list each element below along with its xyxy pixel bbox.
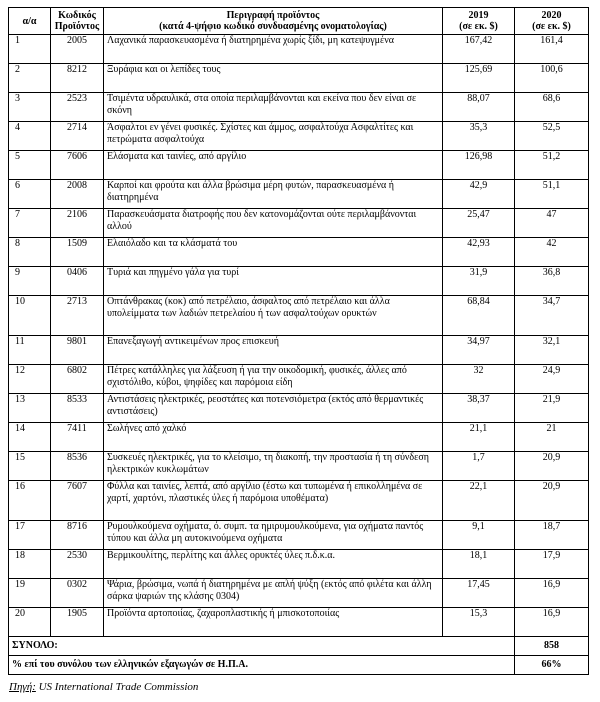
value-2020: 42 [515, 238, 589, 267]
row-number: 11 [9, 336, 51, 365]
row-number: 20 [9, 608, 51, 637]
product-code: 8533 [51, 394, 104, 423]
row-number: 2 [9, 64, 51, 93]
table-row [9, 122, 589, 151]
value-2020: 20,9 [515, 452, 589, 481]
value-2020: 161,4 [515, 35, 589, 64]
row-number: 19 [9, 579, 51, 608]
table-row [9, 452, 589, 481]
header-description: Περιγραφή προϊόντος (κατά 4-ψήφιο κωδικό συνδυασμένης ονοματολογίας) [104, 8, 443, 35]
row-number: 9 [9, 267, 51, 296]
percent-row [9, 656, 589, 675]
product-code: 9801 [51, 336, 104, 365]
product-code: 2714 [51, 122, 104, 151]
product-code: 7411 [51, 423, 104, 452]
header-num: α/α [9, 8, 51, 35]
row-number: 7 [9, 209, 51, 238]
total-value-2020: 858 [515, 637, 589, 656]
source-note [9, 681, 198, 693]
header-2020: 2020 (σε εκ. $) [515, 8, 589, 35]
table-row [9, 423, 589, 452]
row-number: 15 [9, 452, 51, 481]
table-row [9, 550, 589, 579]
value-2020: 21,9 [515, 394, 589, 423]
value-2020: 24,9 [515, 365, 589, 394]
value-2019: 68,84 [443, 296, 515, 336]
value-2019: 1,7 [443, 452, 515, 481]
value-2020: 18,7 [515, 521, 589, 550]
row-number: 13 [9, 394, 51, 423]
value-2019: 42,93 [443, 238, 515, 267]
source-text: US International Trade Commission [35, 681, 199, 693]
value-2020: 16,9 [515, 608, 589, 637]
product-description: Ελάσματα και ταινίες, από αργίλιο [104, 151, 443, 180]
table-row [9, 365, 589, 394]
row-number: 3 [9, 93, 51, 122]
value-2019: 32 [443, 365, 515, 394]
value-2019: 18,1 [443, 550, 515, 579]
header-2019: 2019 (σε εκ. $) [443, 8, 515, 35]
value-2020: 47 [515, 209, 589, 238]
product-code: 0406 [51, 267, 104, 296]
row-number: 8 [9, 238, 51, 267]
value-2019: 25,47 [443, 209, 515, 238]
value-2020: 100,6 [515, 64, 589, 93]
product-code: 0302 [51, 579, 104, 608]
product-description: Παρασκευάσματα διατροφής που δεν κατονομάζονται ούτε περιλαμβάνονται αλλού [104, 209, 443, 238]
product-code: 2005 [51, 35, 104, 64]
product-description: Φύλλα και ταινίες, λεπτά, από αργίλιο (έστω και τυπωμένα ή επικολλημένα σε χαρτί, χαρτόνι, πλαστικές ύλες ή παρόμοια υποθέματα) [104, 481, 443, 521]
product-description: Ρυμουλκούμενα οχήματα, ό. συμπ. τα ημιρυμουλκούμενα, για οχήματα παντός τύπου και άλλα μη αυτοκινούμενα οχήματα [104, 521, 443, 550]
product-code: 7606 [51, 151, 104, 180]
product-description: Επανεξαγωγή αντικειμένων προς επισκευή [104, 336, 443, 365]
product-description: Ψάρια, βρώσιμα, νωπά ή διατηρημένα με απλή ψύξη (εκτός από φιλέτα και άλλη σάρκα ψαριών της κλάσης 0304) [104, 579, 443, 608]
product-code: 6802 [51, 365, 104, 394]
product-code: 1905 [51, 608, 104, 637]
table-header [9, 8, 589, 35]
table-row [9, 93, 589, 122]
value-2020: 51,1 [515, 180, 589, 209]
table-row [9, 35, 589, 64]
value-2019: 9,1 [443, 521, 515, 550]
value-2020: 32,1 [515, 336, 589, 365]
value-2019: 31,9 [443, 267, 515, 296]
product-code: 2530 [51, 550, 104, 579]
product-code: 8536 [51, 452, 104, 481]
table-row [9, 481, 589, 521]
source-label: Πηγή: [9, 681, 36, 693]
table-row [9, 608, 589, 637]
product-code: 2523 [51, 93, 104, 122]
row-number: 17 [9, 521, 51, 550]
row-number: 1 [9, 35, 51, 64]
product-description: Ξυράφια και οι λεπίδες τους [104, 64, 443, 93]
product-description: Οπτάνθρακας (κοκ) από πετρέλαιο, άσφαλτος από πετρέλαιο και άλλα υπολείμματα των λαδιών πετρελαίου ή των ασφαλτούχων ορυκτών [104, 296, 443, 336]
product-code: 7607 [51, 481, 104, 521]
row-number: 12 [9, 365, 51, 394]
value-2019: 126,98 [443, 151, 515, 180]
header-row [9, 8, 589, 35]
value-2019: 34,97 [443, 336, 515, 365]
product-code: 8212 [51, 64, 104, 93]
value-2020: 52,5 [515, 122, 589, 151]
product-description: Τσιμέντα υδραυλικά, στα οποία περιλαμβάνονται και εκείνα που δεν είναι σε σκόνη [104, 93, 443, 122]
value-2020: 68,6 [515, 93, 589, 122]
value-2019: 125,69 [443, 64, 515, 93]
total-row [9, 637, 589, 656]
value-2019: 38,37 [443, 394, 515, 423]
row-number: 16 [9, 481, 51, 521]
value-2019: 167,42 [443, 35, 515, 64]
product-description: Ελαιόλαδο και τα κλάσματά του [104, 238, 443, 267]
exports-table [8, 7, 589, 675]
product-description: Συσκευές ηλεκτρικές, για το κλείσιμο, τη διακοπή, την προστασία ή τη σύνδεση ηλεκτρικών κυκλωμάτων [104, 452, 443, 481]
table-row [9, 296, 589, 336]
table-row [9, 521, 589, 550]
product-code: 1509 [51, 238, 104, 267]
percent-value-2020: 66% [515, 656, 589, 675]
value-2020: 20,9 [515, 481, 589, 521]
product-description: Τυριά και πηγμένο γάλα για τυρί [104, 267, 443, 296]
product-description: Λαχανικά παρασκευασμένα ή διατηρημένα χωρίς ξίδι, μη κατεψυγμένα [104, 35, 443, 64]
row-number: 6 [9, 180, 51, 209]
value-2019: 17,45 [443, 579, 515, 608]
table-row [9, 238, 589, 267]
product-description: Πέτρες κατάλληλες για λάξευση ή για την οικοδομική, φυσικές, άλλες από σχιστόλιθο, κύβοι, ψηφίδες και παρόμοια είδη [104, 365, 443, 394]
table-row [9, 394, 589, 423]
row-number: 14 [9, 423, 51, 452]
table-row [9, 579, 589, 608]
value-2020: 34,7 [515, 296, 589, 336]
row-number: 4 [9, 122, 51, 151]
product-description: Βερμικουλίτης, περλίτης και άλλες ορυκτές ύλες π.δ.κ.α. [104, 550, 443, 579]
product-description: Αντιστάσεις ηλεκτρικές, ρεοστάτες και ποτενσιόμετρα (εκτός από θερμαντικές αντιστάσεις) [104, 394, 443, 423]
table-row [9, 336, 589, 365]
percent-label: % επί του συνόλου των ελληνικών εξαγωγών σε Η.Π.Α. [9, 656, 515, 675]
table-row [9, 180, 589, 209]
row-number: 18 [9, 550, 51, 579]
product-description: Άσφαλτοι εν γένει φυσικές. Σχίστες και άμμος, ασφαλτούχα Ασφαλτίτες και πετρώματα ασφαλτούχα [104, 122, 443, 151]
value-2020: 21 [515, 423, 589, 452]
header-code: Κωδικός Προϊόντος [51, 8, 104, 35]
product-code: 8716 [51, 521, 104, 550]
table-row [9, 267, 589, 296]
row-number: 5 [9, 151, 51, 180]
value-2019: 21,1 [443, 423, 515, 452]
value-2020: 36,8 [515, 267, 589, 296]
table-row [9, 64, 589, 93]
row-number: 10 [9, 296, 51, 336]
value-2019: 15,3 [443, 608, 515, 637]
value-2020: 16,9 [515, 579, 589, 608]
table-row [9, 151, 589, 180]
table-body [9, 35, 589, 637]
value-2019: 88,07 [443, 93, 515, 122]
value-2019: 42,9 [443, 180, 515, 209]
table-footer [9, 637, 589, 675]
product-code: 2713 [51, 296, 104, 336]
total-label: ΣΥΝΟΛΟ: [9, 637, 515, 656]
value-2019: 22,1 [443, 481, 515, 521]
value-2020: 17,9 [515, 550, 589, 579]
table-row [9, 209, 589, 238]
product-code: 2106 [51, 209, 104, 238]
value-2020: 51,2 [515, 151, 589, 180]
product-description: Σωλήνες από χαλκό [104, 423, 443, 452]
product-code: 2008 [51, 180, 104, 209]
product-description: Καρποί και φρούτα και άλλα βρώσιμα μέρη φυτών, παρασκευασμένα ή διατηρημένα [104, 180, 443, 209]
product-description: Προϊόντα αρτοποιίας, ζαχαροπλαστικής ή μπισκοτοποιίας [104, 608, 443, 637]
value-2019: 35,3 [443, 122, 515, 151]
